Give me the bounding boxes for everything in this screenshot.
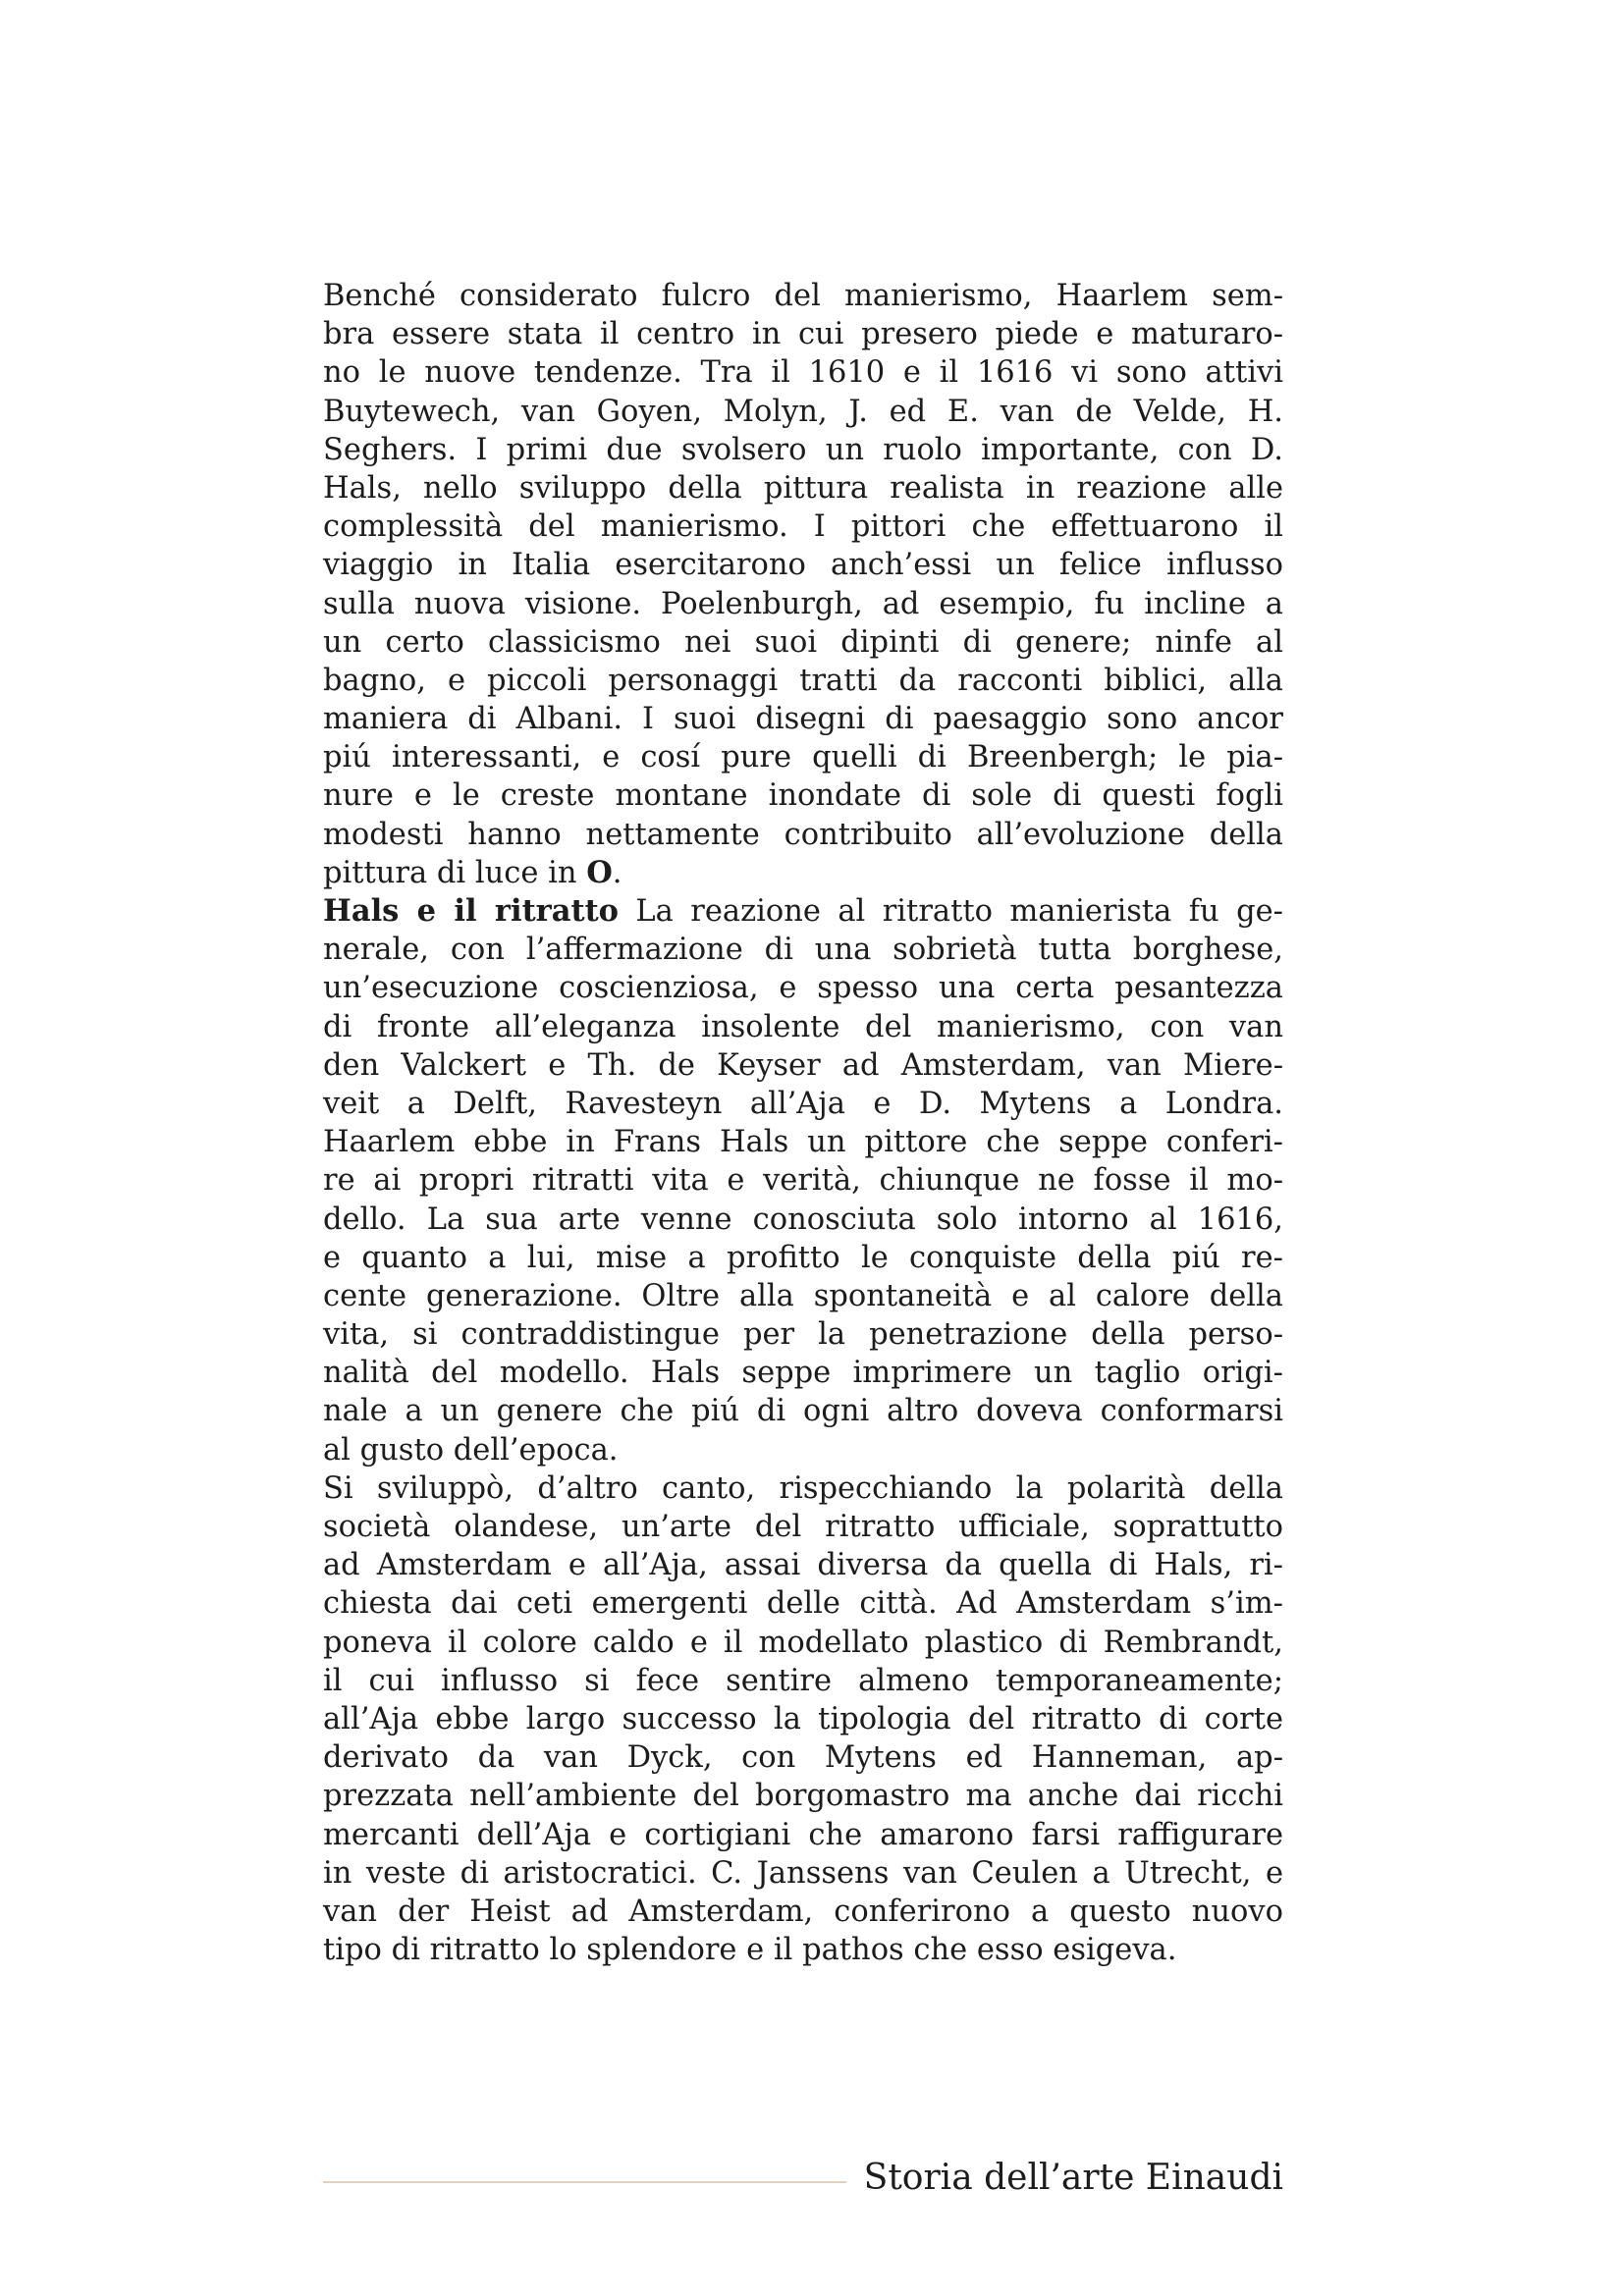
line-text: società olandese, un’arte del ritratto ufficiale, soprattutto (323, 1510, 1283, 1544)
text-line (323, 1392, 1283, 1430)
line-text: chiesta dai ceti emergenti delle città. Ad Amsterdam s’im- (323, 1586, 1283, 1622)
text-line (323, 393, 1283, 431)
text-line (323, 816, 1283, 854)
text-line (323, 353, 1283, 392)
text-line (323, 1201, 1283, 1239)
text-line (323, 662, 1283, 700)
line-text: nale a un genere che piú di ogni altro doveva conformarsi (323, 1394, 1283, 1429)
text-line (323, 431, 1283, 469)
text-line (323, 931, 1283, 969)
text-line (323, 892, 1283, 931)
text-line (323, 1161, 1283, 1200)
text-line (323, 277, 1283, 315)
line-text: mercanti dell’Aja e cortigiani che amarono farsi raffigurare (323, 1817, 1283, 1852)
line-text: bagno, e piccoli personaggi tratti da racconti biblici, alla (323, 663, 1283, 698)
line-text: piú interessanti, e cosí pure quelli di Breenbergh; le pia- (323, 740, 1283, 775)
text-line (323, 1893, 1283, 1931)
line-text: Benché considerato fulcro del manierismo, Haarlem sem- (323, 279, 1283, 313)
line-text: ad Amsterdam e all’Aja, assai diversa da quella di Hals, ri- (323, 1548, 1283, 1583)
line-text: vita, si contraddistingue per la penetrazione della perso- (323, 1317, 1283, 1353)
line-text: nure e le creste montane inondate di sole di questi fogli (323, 778, 1283, 814)
text-line (323, 1085, 1283, 1123)
line-text: derivato da van Dyck, con Mytens ed Hanneman, ap- (323, 1740, 1283, 1776)
text-line (323, 1584, 1283, 1623)
text-line (323, 1624, 1283, 1662)
text-line (323, 1816, 1283, 1854)
line-text: un certo classicismo nei suoi dipinti di genere; ninfe al (323, 624, 1283, 660)
line-text: tipo di ritratto lo splendore e il pathos che esso esigeva. (323, 1933, 1177, 1968)
line-text: Hals, nello sviluppo della pittura realista in reazione alle (323, 470, 1283, 506)
line-text: viaggio in Italia esercitarono anch’essi un felice influsso (323, 548, 1283, 583)
text-line (323, 1315, 1283, 1354)
line-text: complessità del manierismo. I pittori che effettuarono il (323, 509, 1283, 545)
text-line (323, 1469, 1283, 1508)
footer-title: Storia dell’arte Einaudi (863, 2158, 1283, 2198)
line-text: re ai propri ritratti vita e verità, chiunque ne fosse il mo- (323, 1163, 1283, 1199)
text-line (323, 1046, 1283, 1085)
line-text-end: . (612, 855, 622, 890)
line-text: Seghers. I primi due svolsero un ruolo importante, con D. (323, 432, 1283, 467)
footer-rule (323, 2181, 846, 2183)
text-line (323, 1008, 1283, 1046)
text-line (323, 1854, 1283, 1893)
text-line (323, 623, 1283, 662)
text-line (323, 469, 1283, 507)
line-text: no le nuove tendenze. Tra il 1610 e il 1616 vi sono attivi (323, 355, 1283, 391)
text-line (323, 854, 1283, 892)
line-text: maniera di Albani. I suoi disegni di paesaggio sono ancor (323, 702, 1283, 737)
text-line (323, 1354, 1283, 1392)
text-line (323, 700, 1283, 738)
line-text: pittura di luce in (323, 855, 587, 890)
line-text: prezzata nell’ambiente del borgomastro ma anche dai ricchi (323, 1779, 1283, 1814)
text-line (323, 1931, 1283, 1969)
line-text: modesti hanno nettamente contribuito all’evoluzione della (323, 817, 1283, 852)
line-text: cente generazione. Oltre alla spontaneità e al calore della (323, 1278, 1283, 1313)
line-text: veit a Delft, Ravesteyn all’Aja e D. Mytens a Londra. (323, 1086, 1283, 1121)
text-line (323, 315, 1283, 353)
line-text: all’Aja ebbe largo successo la tipologia del ritratto di corte (323, 1701, 1283, 1736)
text-line (323, 1777, 1283, 1815)
line-text: den Valckert e Th. de Keyser ad Amsterdam, van Miere- (323, 1047, 1283, 1083)
text-line (323, 546, 1283, 584)
line-text: poneva il colore caldo e il modellato plastico di Rembrandt, (323, 1625, 1283, 1660)
text-line (323, 1546, 1283, 1584)
line-text: e quanto a lui, mise a profitto le conquiste della piú re- (323, 1240, 1283, 1275)
text-line (323, 969, 1283, 1007)
line-text: di fronte all’eleganza insolente del manierismo, con van (323, 1009, 1283, 1044)
section-heading: Hals e il ritratto (323, 893, 620, 929)
line-text: Si sviluppò, d’altro canto, rispecchiando la polarità della (323, 1470, 1283, 1506)
text-line (323, 1700, 1283, 1738)
line-text: un’esecuzione coscienziosa, e spesso una certa pesantezza (323, 971, 1283, 1006)
text-line (323, 738, 1283, 776)
line-text: nerale, con l’affermazione di una sobrietà tutta borghese, (323, 933, 1283, 968)
text-line (323, 1239, 1283, 1277)
text-line (323, 1277, 1283, 1315)
text-line (323, 1123, 1283, 1161)
text-line (323, 585, 1283, 623)
text-line (323, 1508, 1283, 1546)
bold-term: O (586, 854, 613, 890)
line-text: sulla nuova visione. Poelenburgh, ad esempio, fu incline a (323, 586, 1283, 621)
text-line (323, 1738, 1283, 1777)
text-line (323, 1431, 1283, 1469)
line-text: Haarlem ebbe in Frans Hals un pittore che seppe conferi- (323, 1125, 1283, 1160)
line-text: in veste di aristocratici. C. Janssens van Ceulen a Utrecht, e (323, 1855, 1283, 1891)
body-text (323, 277, 1283, 1969)
line-text: al gusto dell’epoca. (323, 1432, 619, 1468)
line-text: bra essere stata il centro in cui presero piede e maturaro- (323, 317, 1283, 352)
text-line (323, 776, 1283, 815)
line-text: nalità del modello. Hals seppe imprimere un taglio origi- (323, 1356, 1283, 1391)
line-text: van der Heist ad Amsterdam, conferirono a questo nuovo (323, 1894, 1283, 1929)
line-text: La reazione al ritratto manierista fu ge- (619, 894, 1283, 929)
text-line (323, 507, 1283, 546)
line-text: Buytewech, van Goyen, Molyn, J. ed E. van de Velde, H. (323, 394, 1283, 429)
line-text: il cui influsso si fece sentire almeno temporaneamente; (323, 1663, 1283, 1698)
text-line (323, 1662, 1283, 1700)
line-text: dello. La sua arte venne conosciuta solo intorno al 1616, (323, 1201, 1283, 1237)
